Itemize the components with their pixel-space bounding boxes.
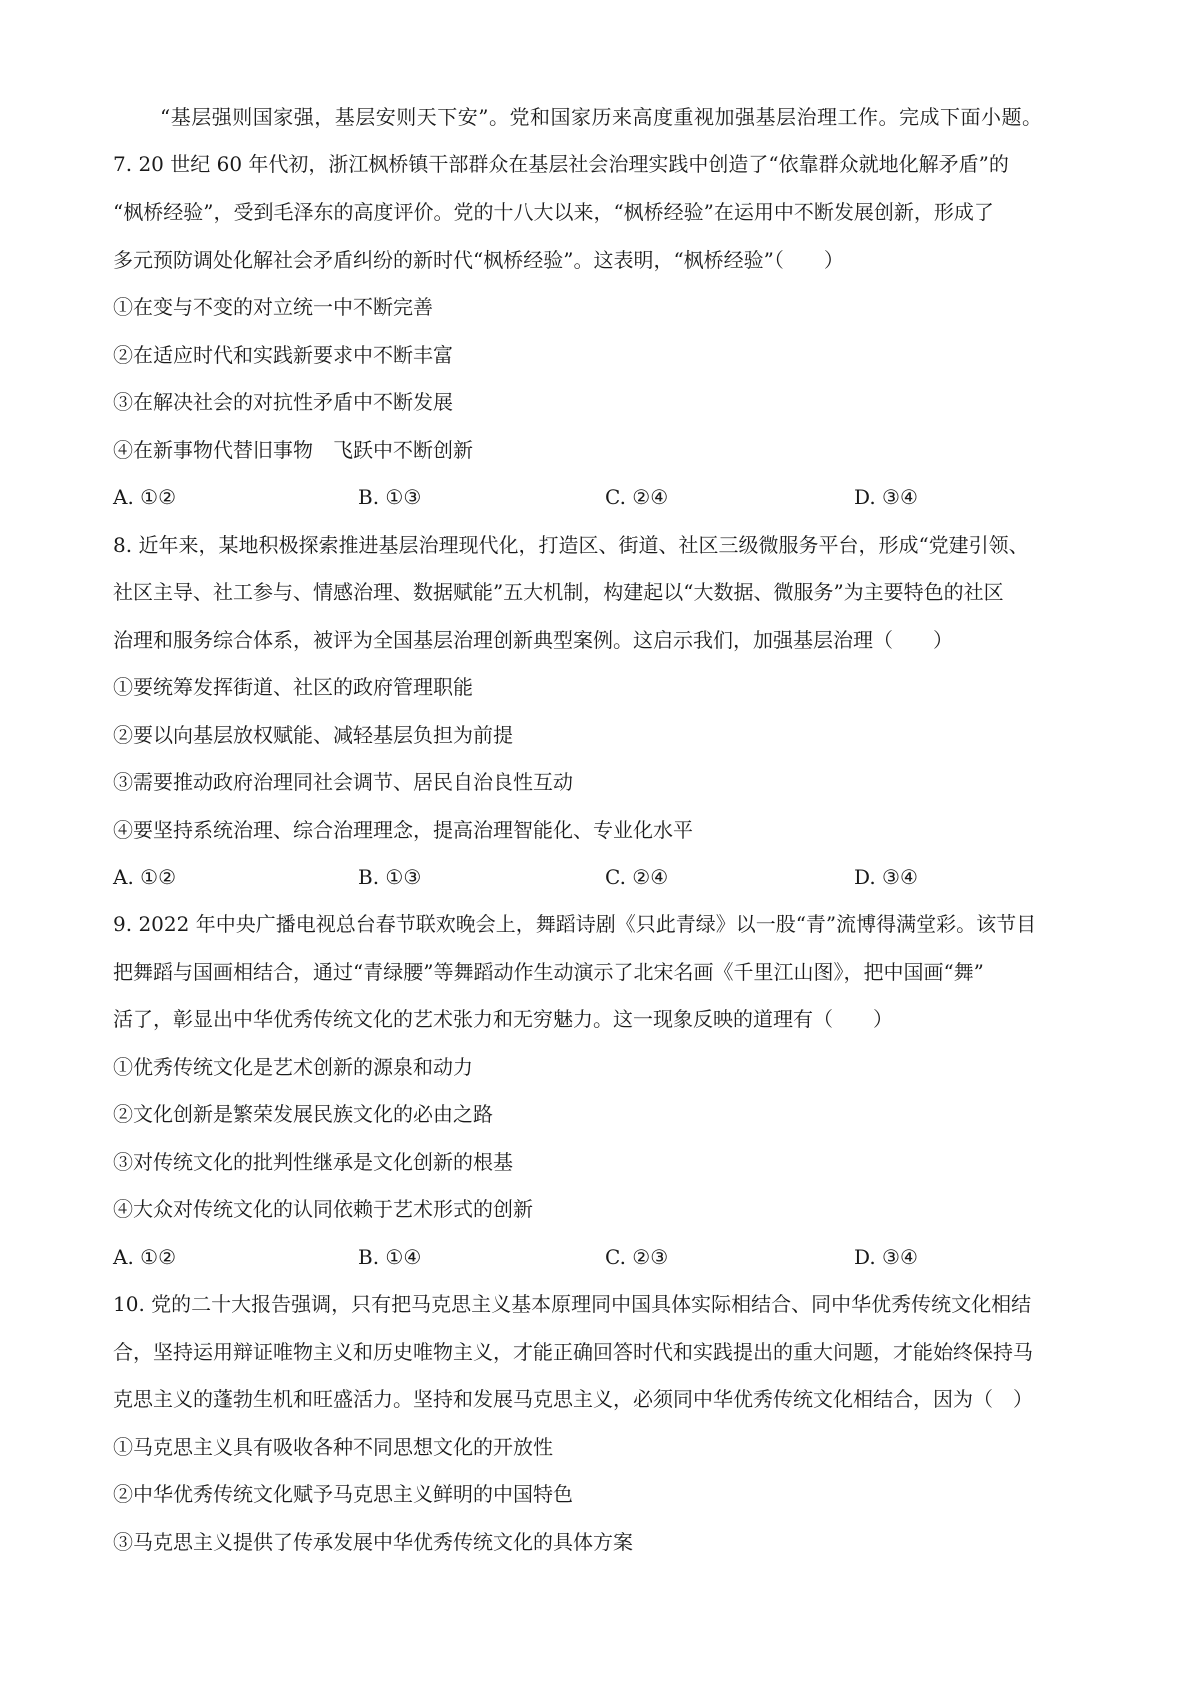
question-7-stem-line-3: 多元预防调处化解社会矛盾纠纷的新时代“枫桥经验”。这表明，“枫桥经验”（ ）: [113, 248, 844, 272]
question-7-option-a: A. ①②: [113, 485, 177, 509]
question-9-option-a: A. ①②: [113, 1245, 177, 1269]
question-9-option-d: D. ③④: [854, 1245, 918, 1269]
question-10-statement-2: ②中华优秀传统文化赋予马克思主义鲜明的中国特色: [113, 1482, 573, 1506]
question-9-statement-4: ④大众对传统文化的认同依赖于艺术形式的创新: [113, 1197, 533, 1221]
question-7-statement-4: ④在新事物代替旧事物 飞跃中不断创新: [113, 438, 473, 462]
section-intro: “基层强则国家强，基层安则天下安”。党和国家历来高度重视加强基层治理工作。完成下面小题。: [160, 105, 1043, 129]
question-9-statement-2: ②文化创新是繁荣发展民族文化的必由之路: [113, 1102, 493, 1126]
question-10-stem-line-1: 10. 党的二十大报告强调，只有把马克思主义基本原理同中国具体实际相结合、同中华优秀传统文化相结: [113, 1292, 1032, 1316]
question-9-stem-line-3: 活了，彰显出中华优秀传统文化的艺术张力和无穷魅力。这一现象反映的道理有（ ）: [113, 1007, 893, 1031]
question-10-statement-1: ①马克思主义具有吸收各种不同思想文化的开放性: [113, 1435, 553, 1459]
question-8-statement-1: ①要统筹发挥街道、社区的政府管理职能: [113, 675, 473, 699]
question-8-stem-line-3: 治理和服务综合体系，被评为全国基层治理创新典型案例。这启示我们，加强基层治理（ ）: [113, 628, 953, 652]
question-8-stem-line-1: 8. 近年来，某地积极探索推进基层治理现代化，打造区、街道、社区三级微服务平台，形成“党建引领、: [113, 533, 1029, 557]
question-8-statement-3: ③需要推动政府治理同社会调节、居民自治良性互动: [113, 770, 573, 794]
question-8-statement-4: ④要坚持系统治理、综合治理理念，提高治理智能化、专业化水平: [113, 818, 693, 842]
question-9-stem-line-1: 9. 2022 年中央广播电视总台春节联欢晚会上，舞蹈诗剧《只此青绿》以一股“青”流博得满堂彩。该节目: [113, 912, 1037, 936]
question-7-stem-line-2: “枫桥经验”，受到毛泽东的高度评价。党的十八大以来，“枫桥经验”在运用中不断发展创新，形成了: [113, 200, 994, 224]
question-7-stem-line-1: 7. 20 世纪 60 年代初，浙江枫桥镇干部群众在基层社会治理实践中创造了“依靠群众就地化解矛盾”的: [113, 152, 1009, 176]
question-8-option-d: D. ③④: [854, 865, 918, 889]
question-10-stem-line-2: 合，坚持运用辩证唯物主义和历史唯物主义，才能正确回答时代和实践提出的重大问题，才能始终保持马: [113, 1340, 1033, 1364]
question-7-option-c: C. ②④: [605, 485, 669, 509]
question-8-option-a: A. ①②: [113, 865, 177, 889]
question-10-stem-line-3: 克思主义的蓬勃生机和旺盛活力。坚持和发展马克思主义，必须同中华优秀传统文化相结合，因为（ ）: [113, 1387, 1033, 1411]
question-9-stem-line-2: 把舞蹈与国画相结合，通过“青绿腰”等舞蹈动作生动演示了北宋名画《千里江山图》，把中国画“舞”: [113, 960, 984, 984]
question-9-option-c: C. ②③: [605, 1245, 669, 1269]
question-7-option-b: B. ①③: [358, 485, 422, 509]
question-9-option-b: B. ①④: [358, 1245, 422, 1269]
question-7-statement-2: ②在适应时代和实践新要求中不断丰富: [113, 343, 453, 367]
question-7-option-d: D. ③④: [854, 485, 918, 509]
question-8-statement-2: ②要以向基层放权赋能、减轻基层负担为前提: [113, 723, 513, 747]
question-8-option-c: C. ②④: [605, 865, 669, 889]
question-9-statement-1: ①优秀传统文化是艺术创新的源泉和动力: [113, 1055, 473, 1079]
question-7-statement-1: ①在变与不变的对立统一中不断完善: [113, 295, 433, 319]
question-10-statement-3: ③马克思主义提供了传承发展中华优秀传统文化的具体方案: [113, 1530, 633, 1554]
question-8-option-b: B. ①③: [358, 865, 422, 889]
question-8-stem-line-2: 社区主导、社工参与、情感治理、数据赋能”五大机制，构建起以“大数据、微服务”为主要特色的社区: [113, 580, 1004, 604]
question-7-statement-3: ③在解决社会的对抗性矛盾中不断发展: [113, 390, 453, 414]
question-9-statement-3: ③对传统文化的批判性继承是文化创新的根基: [113, 1150, 513, 1174]
